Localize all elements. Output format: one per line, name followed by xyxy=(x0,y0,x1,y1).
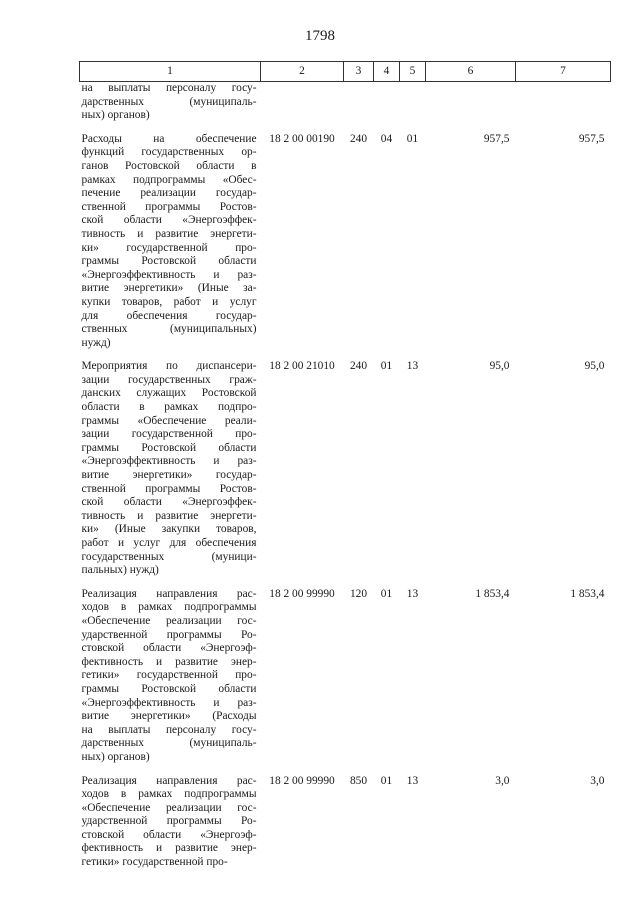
description-line: витие энергетики» государ- xyxy=(81,469,257,482)
amount-year-1: 3,0 xyxy=(495,774,510,787)
description-line: граммы Ростовской области xyxy=(81,441,257,454)
table-row xyxy=(80,133,611,361)
description-line: Реализация направления рас- xyxy=(81,587,257,600)
description-line: стовской области «Энергоэф- xyxy=(81,828,257,841)
column-header-1: 1 xyxy=(80,62,261,82)
description-line: Расходы на обеспечение xyxy=(81,132,257,145)
description-line: для обеспечения государ- xyxy=(81,309,257,322)
description-line: на выплаты персоналу госу- xyxy=(81,82,257,94)
amount-year-2: 3,0 xyxy=(590,774,605,787)
description-line: пальных) нужд) xyxy=(81,564,159,577)
description-line: ки» государственной про- xyxy=(81,241,257,254)
description-line: ственной программы Ростов- xyxy=(81,200,257,213)
description-line: стовской области «Энергоэф- xyxy=(81,642,257,655)
column-header-4: 4 xyxy=(374,62,400,82)
description-line: граммы Ростовской области xyxy=(81,255,257,268)
target-article-code: 18 2 00 99990 xyxy=(269,587,335,600)
table-row xyxy=(80,588,611,775)
description-line: ных) органов) xyxy=(81,750,150,763)
section-code: 01 xyxy=(380,774,393,787)
description-line: Мероприятия по диспансери- xyxy=(81,360,257,373)
amount-year-2: 95,0 xyxy=(584,360,605,373)
amount-year-1: 957,5 xyxy=(483,132,510,145)
description-line: фективность и развитие энер- xyxy=(81,842,257,855)
row-description xyxy=(80,775,261,880)
description-line: зации государственной про- xyxy=(81,428,257,441)
description-line: ходов в рамках подпрограммы xyxy=(81,788,257,801)
column-header-2: 2 xyxy=(261,62,344,82)
description-line: «Энергоэффективность и раз- xyxy=(81,268,257,281)
description-line: ных) органов) xyxy=(81,109,150,122)
description-line: ударственной программы Ро- xyxy=(81,628,257,641)
amount-year-1: 1 853,4 xyxy=(475,587,510,600)
section-code: 01 xyxy=(380,360,393,373)
description-line: граммы «Обеспечение реали- xyxy=(81,414,257,427)
subsection-code: 13 xyxy=(406,774,419,787)
subsection-code: 13 xyxy=(406,360,419,373)
description-line: рамках подпрограммы «Обес- xyxy=(81,173,257,186)
budget-table xyxy=(79,61,611,880)
description-line: функций государственных ор- xyxy=(81,146,257,159)
description-line: ственной программы Ростов- xyxy=(81,482,257,495)
description-line: дарственных (муниципаль- xyxy=(81,737,257,750)
description-line: «Энергоэффективность и раз- xyxy=(81,455,257,468)
table-row xyxy=(80,775,611,880)
target-article-code: 18 2 00 00190 xyxy=(269,132,335,145)
expense-type xyxy=(344,82,374,133)
amount-year-2 xyxy=(516,82,611,133)
amount-year-1 xyxy=(426,82,516,133)
row-description xyxy=(80,360,261,588)
header-row xyxy=(80,62,611,82)
expense-type: 240 xyxy=(349,132,368,145)
description-line: государственных (муници- xyxy=(81,550,257,563)
amount-year-2: 1 853,4 xyxy=(570,587,605,600)
expense-type: 240 xyxy=(349,360,368,373)
column-header-6: 6 xyxy=(426,62,516,82)
description-line: ской области «Энергоэффек- xyxy=(81,214,257,227)
section-code: 01 xyxy=(380,587,393,600)
description-line: ударственной программы Ро- xyxy=(81,815,257,828)
section-code xyxy=(374,82,400,133)
description-line: ходов в рамках подпрограммы xyxy=(81,601,257,614)
column-header-3: 3 xyxy=(344,62,374,82)
target-article-code: 18 2 00 99990 xyxy=(269,774,335,787)
page-number: 1798 xyxy=(305,28,335,44)
description-line: области в рамках подпро- xyxy=(81,401,257,414)
description-line: зации государственных граж- xyxy=(81,373,257,386)
column-header-5: 5 xyxy=(400,62,426,82)
description-line: граммы Ростовской области xyxy=(81,682,257,695)
subsection-code: 13 xyxy=(406,587,419,600)
amount-year-2: 957,5 xyxy=(578,132,605,145)
description-line: витие энергетики» (Расходы xyxy=(81,710,257,723)
description-line: гетики» государственной про- xyxy=(81,856,228,869)
table-body xyxy=(80,82,611,880)
column-header-7: 7 xyxy=(516,62,611,82)
description-line: фективность и развитие энер- xyxy=(81,655,257,668)
row-description xyxy=(80,133,261,361)
table-row xyxy=(80,360,611,588)
description-line: ганов Ростовской области в xyxy=(81,159,257,172)
description-line: дарственных (муниципаль- xyxy=(81,95,257,108)
description-line: «Обеспечение реализации гос- xyxy=(81,614,257,627)
description-line: нужд) xyxy=(81,336,111,349)
description-line: работ и услуг для обеспечения xyxy=(81,537,257,549)
description-line: витие энергетики» (Иные за- xyxy=(81,282,257,295)
table-row xyxy=(80,82,611,133)
target-article-code: 18 2 00 21010 xyxy=(269,360,335,373)
description-line: печение реализации государ- xyxy=(81,187,257,200)
description-line: данских служащих Ростовской xyxy=(81,387,257,400)
amount-year-1: 95,0 xyxy=(489,360,510,373)
description-line: на выплаты персоналу госу- xyxy=(81,723,257,736)
target-article-code xyxy=(261,82,344,133)
description-line: Реализация направления рас- xyxy=(81,774,257,787)
expense-type: 850 xyxy=(349,774,368,787)
subsection-code xyxy=(400,82,426,133)
description-line: ственных (муниципальных) xyxy=(81,323,257,336)
description-line: ки» (Иные закупки товаров, xyxy=(81,523,257,536)
expense-type: 120 xyxy=(349,587,368,600)
description-line: ской области «Энергоэффек- xyxy=(81,496,257,509)
section-code: 04 xyxy=(380,132,393,145)
description-line: гетики» государственной про- xyxy=(81,669,257,682)
row-description xyxy=(80,82,261,133)
description-line: купки товаров, работ и услуг xyxy=(81,295,257,308)
description-line: «Энергоэффективность и раз- xyxy=(81,696,257,709)
description-line: «Обеспечение реализации гос- xyxy=(81,801,257,814)
description-line: тивность и развитие энергети- xyxy=(81,227,257,240)
description-line: тивность и развитие энергети- xyxy=(81,509,257,522)
row-description xyxy=(80,588,261,775)
subsection-code: 01 xyxy=(406,132,419,145)
